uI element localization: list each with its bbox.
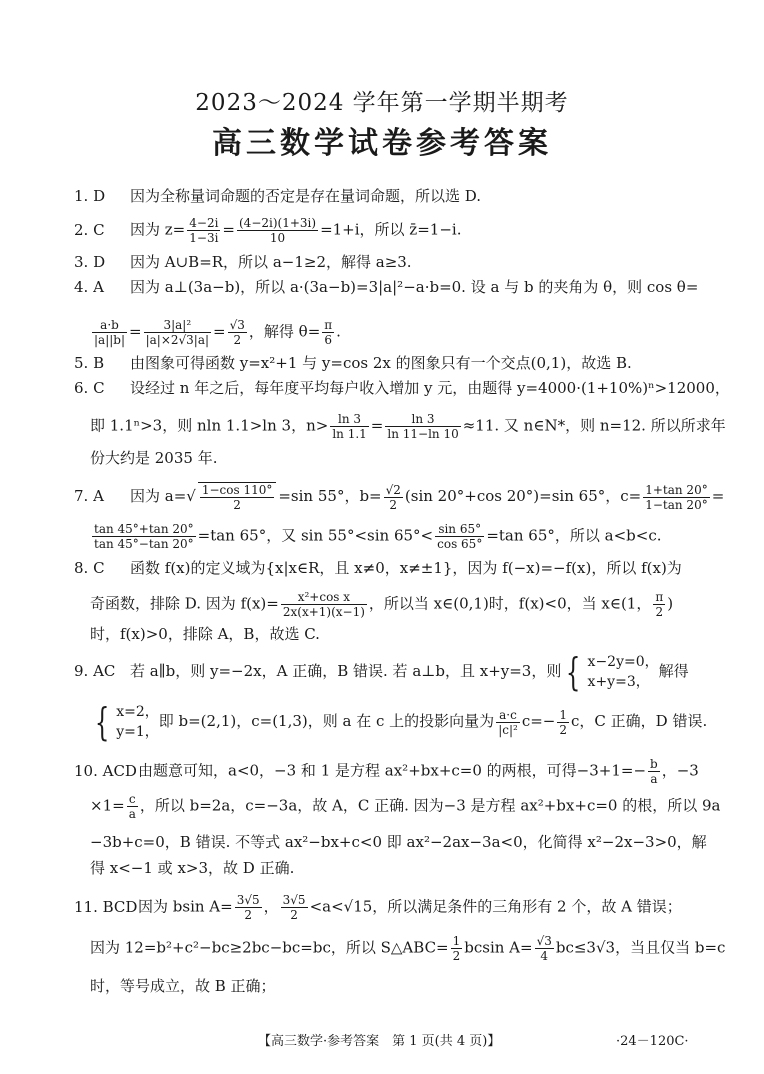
answer-11-cont: 因为 12=b²+c²−bc≥2bc−bc=bc，所以 S△ABC= $\frac{1}{2}$ bcsin A= $\frac{√3}{4}$ bc≤3√3，当且仅当 b=c [90,934,726,963]
title-line-1: 2023～2024 学年第一学期半期考 [195,90,569,116]
answer-3: 3. D 因为 A∪B=R，所以 a−1≥2，解得 a≥3. [74,253,412,271]
answer-8-cont2: 时，f(x)>0，排除 A，B，故选 C. [90,625,320,643]
answer-4-cont: $\frac{a\cdot b}{|a||b|}$ = $\frac{\text{3|a|²}}{|a|\times 2√3|a|}$ = $\frac{√3}{2}$ ，解得 θ= $\frac{\pi}{6}$ . [94,318,341,347]
answer-4: 4. A 因为 a⊥(3a−b)，所以 a·(3a−b)=3|a|²−a·b=0. 设 a 与 b 的夹角为 θ，则 cos θ= [74,278,699,296]
answer-7: 7. A 因为 a=√ $\frac{1-\cos 110^\circ}{2}$ =sin 55°，b= $\frac{√2}{2}$ (sin 20°+cos 20°)=sin 65°，c= $\frac{1+\tan 20^\circ}{1-\tan 20^\circ}$ = [74,482,725,512]
answer-6-cont2: 份大约是 2035 年. [90,449,218,467]
answer-5: 5. B 由图象可得函数 y=x²+1 与 y=cos 2x 的图象只有一个交点(0,1)，故选 B. [74,354,632,372]
answer-10-cont2: −3b+c=0，B 错误. 不等式 ax²−bx+c<0 即 ax²−2ax−3a<0，化简得 x²−2x−3>0，解 [90,833,707,851]
answer-2: 2. C 因为 z= $\frac{4-2i}{1-3i}$ = $\frac{(4-2i)(1+3i)}{10}$ =1+i，所以 z̄=1−i. [74,216,462,245]
answer-1: 1. D 因为全称量词命题的否定是存在量词命题，所以选 D. [74,187,482,205]
footer-code: ·24－120C· [616,1034,689,1049]
answer-10-cont: ×1= $\frac{c}{a}$ ，所以 b=2a，c=−3a，故 A，C 正确. 因为−3 是方程 ax²+bx+c=0 的根，所以 9a [90,792,721,821]
answer-11: 11. BCD因为 bsin A= $\frac{3√5}{2}$ ， $\frac{3√5}{2}$ <a<√15，所以满足条件的三角形有 2 个，故 A 错误； [74,893,682,922]
answer-11-cont2: 时，等号成立，故 B 正确； [90,977,276,995]
answer-6-cont: 即 1.1ⁿ>3，则 nln 1.1>ln 3，n> $\frac{\ln 3}{\ln 1.1}$ = $\frac{\ln 3}{\ln 11-\ln 10}$ ≈11. 又 n∈N*，则 n=12. 所以所求年 [90,412,726,441]
title-line-2: 高三数学试卷参考答案 [212,126,552,161]
answer-9-cont: { x=2， y=1， 即 b=(2,1)，c=(1,3)，则 a 在 c 上的投影向量为 $\frac{a\cdot c}{\text{|c|²}}$ c=− $\frac{1}{2}$ c，C 正确，D 错误. [94,700,708,744]
footer-label: 【高三数学·参考答案 第 1 页(共 4 页)】 [258,1034,501,1049]
answer-9: 9. AC 若 a∥b，则 y=−2x，A 正确，B 错误. 若 a⊥b，且 x+y=3，则 { x−2y=0， x+y=3， 解得 [74,650,689,694]
answer-8-cont: 奇函数，排除 D. 因为 f(x)= $\frac{\text{x²+cos x}}{2x(x+1)(x-1)}$ ，所以当 x∈(0,1)时，f(x)<0，当 x∈(1， $\frac{\pi}{2}$ ) [90,590,674,619]
answer-7-cont: $\frac{\tan 45^\circ+\tan 20^\circ}{\tan 45^\circ-\tan 20^\circ}$ =tan 65°，又 sin 55°<sin 65°< $\frac{\sin 65^\circ}{\cos 65^\circ}$ =tan 65°，所以 a<b<c. [94,522,662,551]
answer-8: 8. C 函数 f(x)的定义域为{x|x∈R，且 x≠0，x≠±1}，因为 f(−x)=−f(x)，所以 f(x)为 [74,559,682,577]
answer-10: 10. ACD由题意可知，a<0，−3 和 1 是方程 ax²+bx+c=0 的两根，可得−3+1=− $\frac{b}{a}$ ，−3 [74,757,699,786]
answer-10-cont3: 得 x<−1 或 x>3，故 D 正确. [90,859,295,877]
answer-6: 6. C 设经过 n 年之后，每年度平均每户收入增加 y 元，由题得 y=4000·(1+10%)ⁿ>12000， [74,379,730,397]
